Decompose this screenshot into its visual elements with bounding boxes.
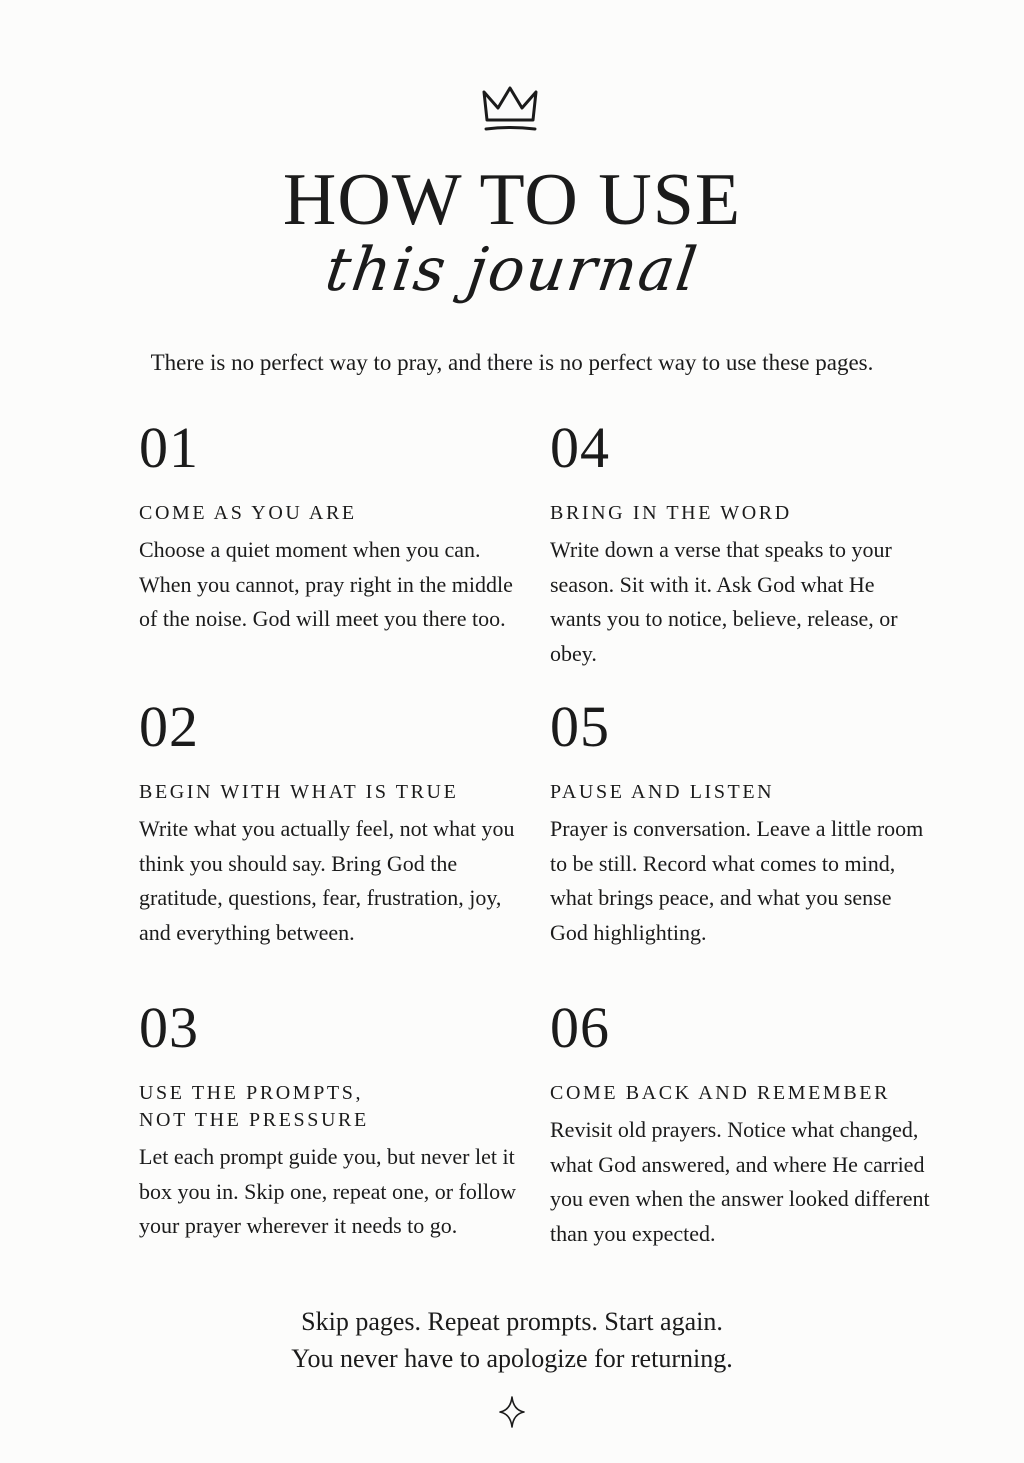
step-number: 01: [139, 415, 199, 480]
step-body: Prayer is conversation. Leave a little room to be still. Record what comes to mind, what brings peace, and what you sense God highlighting.: [550, 816, 924, 945]
step-06: [550, 995, 930, 1251]
step-heading: COME BACK AND REMEMBER: [550, 1082, 891, 1104]
step-number: 02: [139, 694, 199, 759]
step-heading: COME AS YOU ARE: [139, 502, 357, 524]
step-number: 06: [550, 995, 610, 1060]
step-heading: BEGIN WITH WHAT IS TRUE: [139, 781, 459, 803]
closing-text: [0, 1303, 1024, 1377]
script-subtitle: this journal: [321, 235, 703, 305]
step-04: [550, 415, 930, 671]
step-body: Write down a verse that speaks to your season. Sit with it. Ask God what He wants you to notice, believe, release, or obey.: [550, 537, 898, 666]
step-body: Let each prompt guide you, but never let it box you in. Skip one, repeat one, or follow your prayer wherever it needs to go.: [139, 1144, 516, 1238]
closing-line-1: Skip pages. Repeat prompts. Start again.: [301, 1307, 723, 1336]
step-heading: BRING IN THE WORD: [550, 502, 792, 524]
step-01: [139, 415, 519, 637]
step-05: [550, 694, 930, 950]
intro-text: There is no perfect way to pray, and there is no perfect way to use these pages.: [150, 350, 874, 375]
step-number: 04: [550, 415, 610, 480]
closing-line-2: You never have to apologize for returning.: [291, 1344, 733, 1373]
step-02: [139, 694, 519, 950]
sparkle-icon: [498, 1395, 526, 1429]
step-body: Revisit old prayers. Notice what changed, what God answered, and where He carried you even when the answer looked different than you expected.: [550, 1117, 930, 1246]
step-03: [139, 995, 519, 1244]
crown-icon: [481, 86, 539, 134]
page-title: HOW TO USE: [282, 159, 742, 241]
step-number: 05: [550, 694, 610, 759]
step-body: Write what you actually feel, not what you think you should say. Bring God the gratitude, questions, fear, frustration, joy, and everything between.: [139, 816, 515, 945]
step-body: Choose a quiet moment when you can. When you cannot, pray right in the middle of the noise. God will meet you there too.: [139, 537, 513, 631]
step-heading: USE THE PROMPTS, NOT THE PRESSURE: [139, 1082, 369, 1131]
step-heading: PAUSE AND LISTEN: [550, 781, 775, 803]
step-number: 03: [139, 995, 199, 1060]
